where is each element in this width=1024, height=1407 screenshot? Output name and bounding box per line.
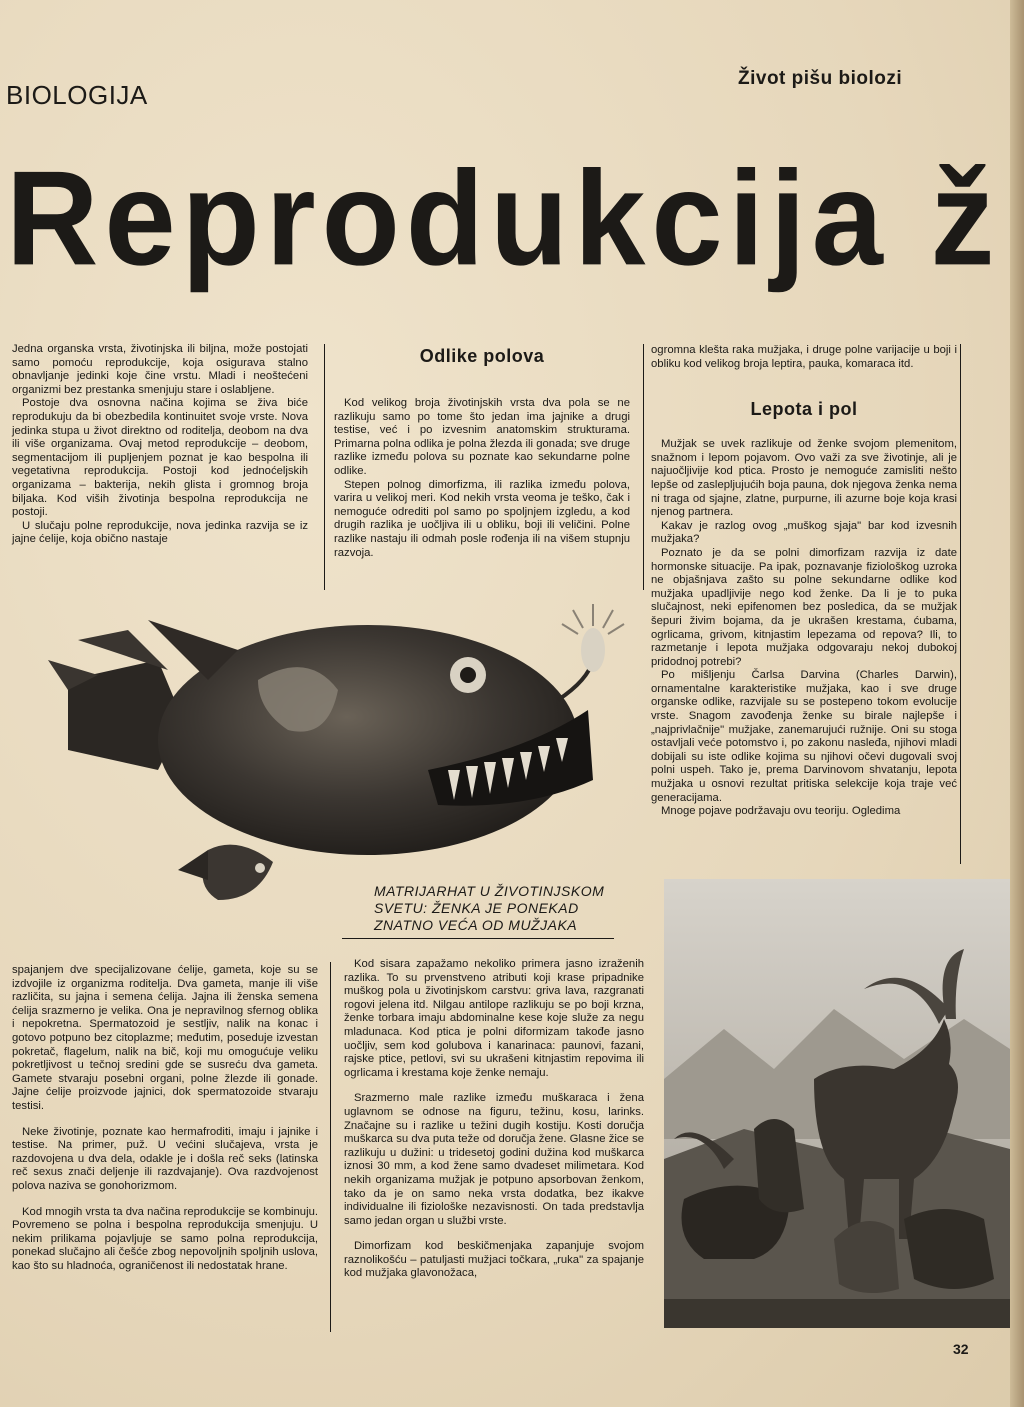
- column-divider: [643, 344, 644, 590]
- column-divider: [960, 344, 961, 864]
- caption-line: ZNATNO VEĆA OD MUŽJAKA: [374, 917, 578, 933]
- paragraph: Mužjak se uvek razlikuje od ženke svojom plemenitom, snažnom i lepom pojavom. Ovo važi za sve životinje, ali je najuočljivije kod ptica. Prosto je nemoguće zamisliti nešto lepše od zaslepljujućih boja pauna, dok njegova ženka nema ni traga od sjajne, zlatne, purpurne, ili azurne boje koja krasi njenog partnera.: [651, 438, 957, 519]
- paragraph: Kod velikog broja životinjskih vrsta dva pola se ne razlikuju samo po tome što jedan ima jajnike a drugi testise, već i po izvesnim anatomskim strukturama. Primarna polna odlika je polna žlezda ili gonada; sve druge razlike između polova su poznate kao sekundarne polne odlike.: [334, 397, 630, 477]
- paragraph: Kakav je razlog ovog „muškog sjaja" bar kod izvesnih mužjaka?: [651, 519, 957, 546]
- paragraph: Kod mnogih vrsta ta dva načina reprodukcije se kombinuju. Povremeno se polna i bespolna reprodukcija smenjuju. U nekim prilikama pojavljuje se samo polna reprodukcija, ponekad slučajno ali češće zbog nepovoljnih spoljnih uslova, kao što su hladnoća, ograničenost ili nedostatak hrane.: [12, 1205, 318, 1272]
- caption-line: MATRIJARHAT U ŽIVOTINJSKOM: [374, 883, 605, 899]
- column-1-top: [12, 343, 308, 547]
- ibex-resting: [904, 1209, 994, 1289]
- column-2-text: [334, 397, 630, 560]
- paragraph: Neke životinje, poznate kao hermafroditi, imaju i jajnike i testise. Na primer, puž. U većini slučajeva, vrsta je razdovojena u dva dela, odakle je i došla reč seks (latinska reč sexus znači deljenje ili razdvajanje). Ova razdvojenost polova naziva se gonohorizmom.: [12, 1125, 318, 1192]
- fish-lure: [581, 628, 605, 672]
- paragraph: spajanjem dve specijalizovane ćelije, gameta, koje su se izdvojile iz organizma roditelja. Dva gameta, manje ili više različita, su jajna i semena ćelija. Jajna ili ženska semena ćelija srazmerno je velika. Ona je nepravilnog sfernog oblika i nepokretna. Spermatozoid je sestljiv, nalik na konac i gotovo potpuno bez citoplazme; međutim, poseduje izvestan pokretač, flagelum, nalik na bič, koji mu omogućuje veliku pokretljivost u tečnoj sredini gde se susreću dva gameta. Gamete stvaraju posebni organi, polne žlezde ili gonade. Jajne ćelije proizvode jajnici, dok spermatozoide stvaraju testisi.: [12, 964, 318, 1112]
- paragraph: Postoje dva osnovna načina kojima se živa biće reprodukuju da bi obezbedila kontinuitet svoje vrste. Nova jedinka stupa u život direktno od roditelja, deobom na dva ili više organizama. Ovaj metod reprodukcije – deobom, segmentacijom ili pupljenjem poznat je kao bespolna ili vegetativna reprodukcija. Postoji kod jednoćeljskih organizama – bakterija, nekih glista i gromnog broja biljaka. Kod viših životinja bespolna reprodukcija ne postoji.: [12, 397, 308, 519]
- column-3-text: [651, 438, 957, 819]
- paragraph: Mnoge pojave podržavaju ovu teoriju. Ogledima: [661, 805, 901, 818]
- headline: Reprodukcija ž: [6, 143, 1001, 294]
- page-binding-edge: [1010, 0, 1024, 1407]
- subhead-odlike-polova: Odlike polova: [419, 346, 545, 366]
- section-label: BIOLOGIJA: [6, 80, 148, 110]
- page-number: 32: [953, 1341, 969, 1357]
- caption-rule: [342, 938, 614, 939]
- caption-line: SVETU: ŽENKA JE PONEKAD: [374, 900, 579, 916]
- subhead-lepota-i-pol: Lepota i pol: [750, 399, 858, 420]
- ibex-photo: [664, 879, 1010, 1328]
- paragraph: Poznato je da se polni dimorfizam razvija iz date hormonske situacije. Pa ipak, poznavanje fiziološkog uzroka ne objašnjava zašto su polne sekundarne odlike kod mužjaka upadljivije nego kod ženke. Da li je to puka slučajnost, neki epifenomen bez posledica, da se mužjak šepuri živim bojama, da je ukrašen krestama, ćubama, ogrlicama, grivom, kitnjastim lepezama od repova? Ili, to razmetanje i lepota mužjaka odgovaraju nekoj dubokoj pridodnoj potrebi?: [651, 546, 957, 668]
- paragraph: Kod sisara zapažamo nekoliko primera jasno izraženih razlika. To su prvenstveno atributi koji krase pripadnike muškog pola u životinjskom carstvu: griva lava, razgranati rogovi jelena itd. Nilgau antilope razlikuju se po boji krzna, ženke torbara imaju abdominalne kese koje služe za negu mladunaca. Kod ptica je polni diformizam takođe jasno uočljiv, sem kod golubova i kanarinaca: paunovi, fazani, rajske ptice, petlovi, svi su ukrašeni kitnjastim repovima ili ogrlicama i krestama koje ženke nemaju.: [344, 958, 644, 1079]
- paragraph: Srazmerno male razlike između muškaraca i žena uglavnom se odnose na figuru, težinu, kosu, larinks. Značajne su i razlike u težini dugih kostiju. Kosti doručja muškarca su dva puta teže od doručja žene. Glasne žice se razlikuju u dužini: u tridesetoj godini dužina kod muškarca iznosi 30 mm, a kod žene samo dvadeset milimetara. Kod nekih organizama mužjak je potpuno apsorbovan ženkom, tako da je on samo neka vrsta dodatka, bez ikakve individualne ili fiziološke nezavisnosti. On tada predstavlja samo jedan organ u službi vrste.: [344, 1092, 644, 1227]
- paragraph: ogromna klešta raka mužjaka, i druge polne varijacije u boji i obliku kod velikog broja leptira, pauka, komaraca itd.: [651, 344, 957, 370]
- column-divider: [324, 344, 325, 590]
- paragraph: Po mišljenju Čarlsa Darvina (Charles Darwin), ornamentalne karakteristike mužjaka, kao i sve druge organske odlike, razvijale su se postepeno tokom evolucije vrste. Snagom zavođenja ženke su birale najlepše i „najprivlačnije" mužjake, zanemarujući ružnije. Oni su stoga ostavljali veće potomstvo i, po zakonu nasleđa, njihovi mladi dobijali su iste odlike kojima su njihovi očevi dugovali svoj polni uspeh. Tako je, prema Darvinovom shvatanju, lepota mužjaka u osnovi rezultat pritiska selekcije koja traje već generacijama.: [651, 669, 957, 804]
- paragraph: Stepen polnog dimorfizma, ili razlika između polova, varira u velikoj meri. Kod nekih vrsta veoma je teško, čak i nemoguće odrediti pol samo po spoljnjem izgledu, a kod drugih razlika je uočljiva ili u obliku, boji ili veličini. Polne razlike nastaju ili odmah posle rođenja ili na višem stupnju razvoja.: [334, 478, 630, 559]
- paragraph: Jedna organska vrsta, životinjska ili biljna, može postojati samo pomoću reprodukcije, koja osigurava stalno obnavljanje jedinki koje čine vrstu. Mladi i neoštećeni organizmi bez prestanka smenjuju stare i oslabljene.: [12, 343, 308, 396]
- image-caption: [374, 883, 644, 934]
- column-3-intro: [651, 344, 957, 371]
- series-title: Život pišu biolozi: [738, 68, 903, 89]
- column-divider: [330, 962, 331, 1332]
- paragraph: U slučaju polne reprodukcije, nova jedinka razvija se iz jajne ćelije, koja obično nastaje: [12, 519, 308, 546]
- column-3: [651, 344, 957, 819]
- column-1-bottom: [12, 964, 318, 1273]
- paragraph: Dimorfizam kod beskičmenjaka zapanjuje svojom raznolikošću – patuljasti mužjaci točkara, „ruka" za spajanje kod mužjaka glavonožaca,: [344, 1240, 644, 1280]
- column-2-top: [334, 344, 630, 560]
- column-2-bottom: [344, 958, 644, 1281]
